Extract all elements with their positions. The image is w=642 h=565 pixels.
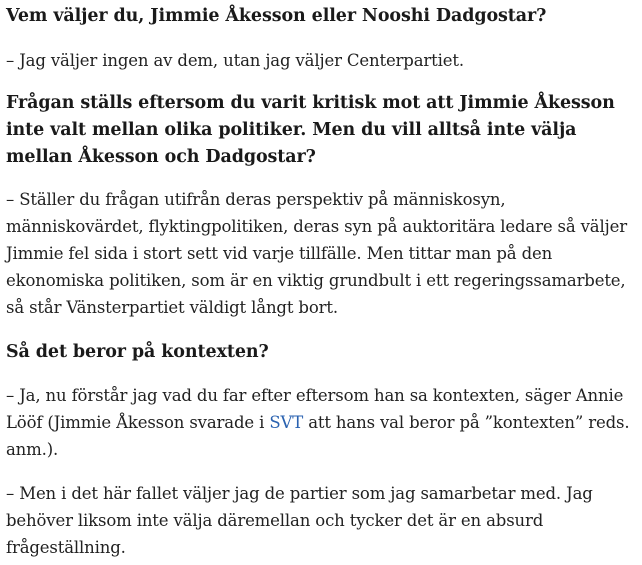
answer-2: – Ställer du frågan utifrån deras perspektiv på människosyn, människovärdet, flyktingpolitiken, deras syn på auktoritära ledare så väljer Jimmie fel sida i stort sett vid varje tillfälle. Men tittar man på den ekonomiska politiken, som är en viktig grundbult i ett regeringssamarbete, så står Vänsterpartiet väldigt långt bort. (6, 190, 627, 317)
svt-link[interactable]: SVT (269, 413, 304, 432)
question-2: Frågan ställs eftersom du varit kritisk mot att Jimmie Åkesson inte valt mellan olika politiker. Men du vill alltså inte välja mellan Åkesson och Dadgostar? (6, 93, 615, 167)
answer-3-text-end: att hans val beror på ”kontexten” reds. anm.). (6, 413, 630, 459)
answer-1: – Jag väljer ingen av dem, utan jag väljer Centerpartiet. (6, 51, 464, 70)
question-1: Vem väljer du, Jimmie Åkesson eller Nooshi Dadgostar? (6, 6, 547, 26)
question-3: Så det beror på kontexten? (6, 342, 269, 362)
answer-3 (6, 382, 638, 463)
answer-3-text-start: – Ja, nu förstår jag vad du far efter eftersom han sa kontexten, säger Annie Lööf (Jimmie Åkesson svarade i (6, 386, 624, 432)
answer-4: – Men i det här fallet väljer jag de partier som jag samarbetar med. Jag behöver liksom inte välja däremellan och tycker det är en absurd frågeställning. (6, 484, 593, 557)
